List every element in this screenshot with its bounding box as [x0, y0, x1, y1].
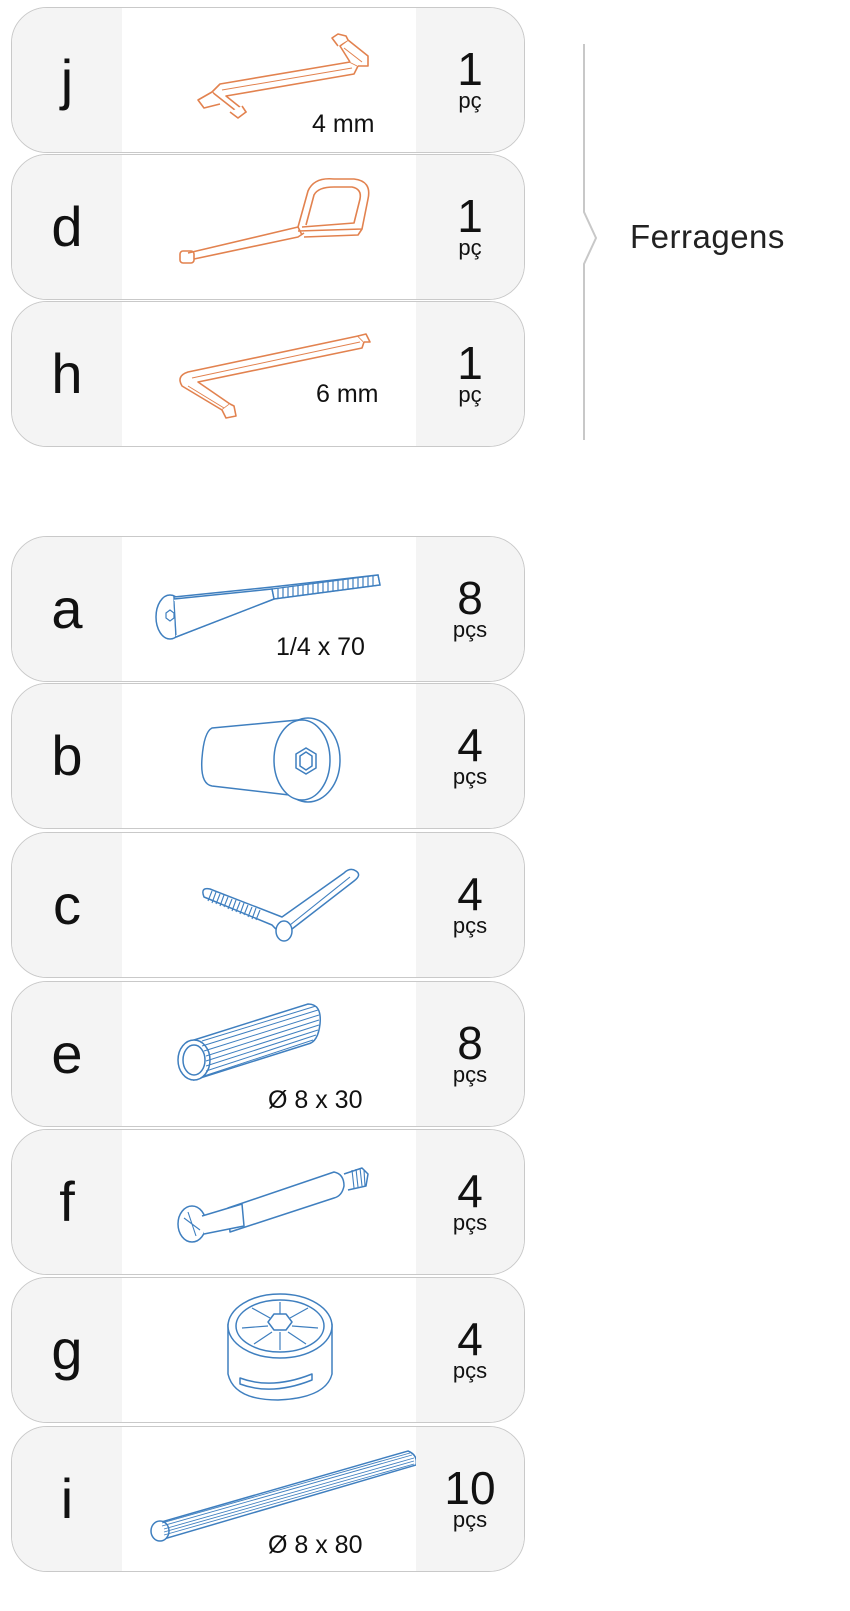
part-row-f [11, 1129, 525, 1275]
part-image [122, 1278, 416, 1422]
part-row-i [11, 1426, 525, 1572]
part-row-b [11, 683, 525, 829]
part-size-label: 6 mm [316, 380, 379, 408]
quantity-unit: pçs [452, 1506, 488, 1532]
part-letter: i [12, 1427, 122, 1571]
quantity [416, 1427, 524, 1571]
part-image [122, 684, 416, 828]
quantity-number: 4 [457, 868, 483, 921]
quantity-number: 4 [457, 1165, 483, 1218]
quantity-number: 10 [444, 1462, 496, 1515]
quantity [416, 1278, 524, 1422]
allen-key-icon [122, 302, 416, 447]
quantity [416, 155, 524, 299]
quantity-unit: pç [458, 381, 482, 407]
part-image [122, 1130, 416, 1274]
quantity-unit: pçs [452, 616, 488, 642]
part-letter: g [12, 1278, 122, 1422]
quantity-unit: pçs [452, 763, 488, 789]
part-letter: h [12, 302, 122, 446]
part-image [122, 8, 416, 152]
quantity [416, 684, 524, 828]
hardware-group-label: Ferragens [630, 218, 785, 255]
quantity-unit: pçs [452, 1061, 488, 1087]
group-bracket [580, 44, 604, 440]
part-letter: c [12, 833, 122, 977]
part-image [122, 833, 416, 977]
part-size-label: 4 mm [312, 110, 375, 138]
part-row-e [11, 981, 525, 1127]
part-image [122, 537, 416, 681]
cam-tool-icon [122, 155, 416, 300]
quantity-number: 1 [457, 337, 483, 390]
quantity [416, 982, 524, 1126]
hardware-row-j [11, 7, 525, 153]
part-letter: d [12, 155, 122, 299]
quantity-number: 1 [457, 190, 483, 243]
l-bolt-icon [122, 833, 416, 978]
hardware-row-d [11, 154, 525, 300]
part-size-label: 1/4 x 70 [276, 633, 365, 661]
quantity-unit: pç [458, 87, 482, 113]
quantity-number: 8 [457, 1017, 483, 1070]
cam-lock-icon [122, 1278, 416, 1423]
part-size-label: Ø 8 x 80 [268, 1531, 363, 1559]
quantity-unit: pçs [452, 912, 488, 938]
part-row-a [11, 536, 525, 682]
bolt-icon [122, 537, 416, 682]
part-letter: b [12, 684, 122, 828]
quantity [416, 1130, 524, 1274]
quantity-number: 8 [457, 572, 483, 625]
part-image [122, 982, 416, 1126]
part-letter: f [12, 1130, 122, 1274]
barrel-nut-icon [122, 684, 416, 829]
hardware-row-h [11, 301, 525, 447]
quantity [416, 302, 524, 446]
part-row-g [11, 1277, 525, 1423]
cam-bolt-icon [122, 1130, 416, 1275]
part-letter: a [12, 537, 122, 681]
part-size-label: Ø 8 x 30 [268, 1086, 363, 1114]
quantity [416, 8, 524, 152]
part-image [122, 1427, 416, 1571]
part-image [122, 155, 416, 299]
part-letter: e [12, 982, 122, 1126]
part-image [122, 302, 416, 446]
quantity-unit: pçs [452, 1357, 488, 1383]
quantity [416, 537, 524, 681]
part-row-c [11, 832, 525, 978]
quantity-unit: pç [458, 234, 482, 260]
quantity-number: 4 [457, 719, 483, 772]
quantity-unit: pçs [452, 1209, 488, 1235]
quantity-number: 4 [457, 1313, 483, 1366]
quantity-number: 1 [457, 43, 483, 96]
quantity [416, 833, 524, 977]
part-letter: j [12, 8, 122, 152]
